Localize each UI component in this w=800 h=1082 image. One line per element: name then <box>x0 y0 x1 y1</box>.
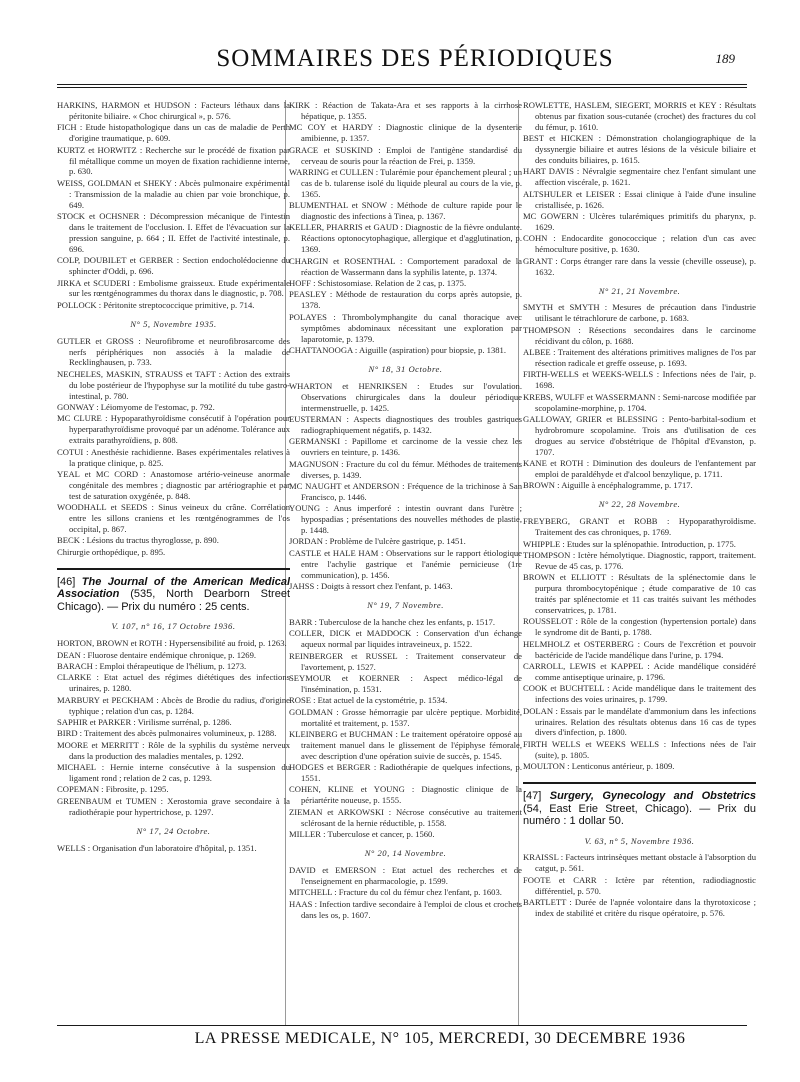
summary-entry: STOCK et OCHSNER : Décompression mécanique de l'intestin dans le traitement de l'occlusion. I. Effet de l'évacuation sur la pression sanguine, p. 664 ; II. Effet de l'activité intestinale, p. 696. <box>57 211 290 254</box>
journal-number: [47] <box>523 790 542 803</box>
summary-entry: MILLER : Tuberculose et cancer, p. 1560. <box>289 829 435 840</box>
entry-list <box>289 381 522 592</box>
summary-entry: COLP, DOUBILET et GERBER : Section endocholédocienne du sphincter d'Oddi, p. 696. <box>57 255 290 277</box>
entry-list <box>523 302 756 491</box>
summary-entry: BLUMENTHAL et SNOW : Méthode de culture rapide pour le diagnostic des infections à Tinea, p. 1367. <box>289 200 522 222</box>
summary-entry: BARTLETT : Durée de l'apnée volontaire dans la thyrotoxicose ; index de stabilité et critère du risque opératoire, p. 576. <box>523 897 756 918</box>
summary-entry: BARACH : Emploi thérapeutique de l'hélium, p. 1273. <box>57 660 247 671</box>
summary-entry: FOOTE et CARR : Ictère par rétention, radiodiagnostic différentiel, p. 570. <box>523 874 756 896</box>
summary-entry: ROSE : Etat actuel de la cystométrie, p. 1534. <box>289 695 448 706</box>
summary-entry: MOORE et MERRITT : Rôle de la syphilis du système nerveux dans la production des maladies mentales, p. 1292. <box>57 739 290 761</box>
journal-heading <box>57 568 290 614</box>
issue-date: N° 21, 21 Novembre. <box>598 285 681 296</box>
summary-entry: SMYTH et SMYTH : Mesures de précaution dans l'industrie utilisant le tétrachlorure de carbone, p. 1683. <box>523 302 756 324</box>
entry-list <box>57 638 290 818</box>
footer-line: LA PRESSE MEDICALE, N° 105, MERCREDI, 30 DECEMBRE 1936 <box>194 1030 686 1047</box>
summary-entry: Chirurgie orthopédique, p. 895. <box>57 546 166 557</box>
summary-entry: CHARGIN et ROSENTHAL : Comportement paradoxal de la réaction de Wassermann dans la syphilis latente, p. 1374. <box>289 255 522 277</box>
summary-entry: HAAS : Infection tardive secondaire à l'emploi de clous et crochets dans les os, p. 1607. <box>289 898 522 920</box>
summary-entry: SAPHIR et PARKER : Virilisme surrénal, p. 1286. <box>57 717 232 727</box>
column-1 <box>57 100 290 1025</box>
summary-entry: CASTLE et HALE HAM : Observations sur le rapport étiologique entre l'achylie gastrique et l'anémie pernicieuse (1re communication), p. 1456. <box>289 547 522 580</box>
summary-entry: KANE et ROTH : Diminution des douleurs de l'enfantement par emploi de paraldéhyde et d'alcool benzylique, p. 1711. <box>523 458 756 479</box>
summary-entry: KELLER, PHARRIS et GAUD : Diagnostic de la fièvre ondulante. Réactions optonocytophagique, allergique et d'agglutination, p. 1369. <box>289 222 522 255</box>
issue-date: N° 22, 28 Novembre. <box>598 499 681 510</box>
summary-entry: MAGNUSON : Fracture du col du fémur. Méthodes de traitements diverses, p. 1439. <box>289 458 522 480</box>
entry-list <box>523 852 756 918</box>
entry-list <box>57 336 290 558</box>
entry-list <box>289 865 522 921</box>
summary-entry: NECHELES, MASKIN, STRAUSS et TAFT : Action des extraits du lobe postérieur de l'hypophyse sur la motilité du tube gastro-intestinal, p. 780. <box>57 368 290 401</box>
summary-entry: BARR : Tuberculose de la hanche chez les enfants, p. 1517. <box>289 616 495 627</box>
summary-entry: GALLOWAY, GRIER et BLESSING : Pento-barbital-sodium et hydrobromure scopolamine. Trois ans d'utilisation de ces drogues au service d'obstétrique de l'hôpital d'Evanston, p. 1707. <box>523 413 756 457</box>
summary-entry: GRACE et SUSKIND : Emploi de l'antigène standardisé du cerveau de souris pour la réaction de Frei, p. 1359. <box>289 144 522 166</box>
issue-date: N° 19, 7 Novembre. <box>367 599 444 610</box>
summary-entry: MC GOWERN : Ulcères tularémiques primitifs du pharynx, p. 1629. <box>523 211 756 232</box>
summary-entry: COTUI : Anesthésie rachidienne. Bases expérimentales relatives à la pratique clinique, p. 825. <box>57 446 290 468</box>
summary-entry: BEST et HICKEN : Démonstration cholangiographique de la dyssynergie biliaire et autres lésions de la vésicule biliaire et des conduits biliaires, p. 1615. <box>523 133 756 166</box>
summary-entry: HELMHOLZ et OSTERBERG : Cours de l'excrétion et pouvoir bactéricide de l'acide mandélique dans l'urine, p. 1794. <box>523 638 756 660</box>
summary-entry: ROWLETTE, HASLEM, SIEGERT, MORRIS et KEY : Résultats obtenus par fixation sous-cutanée (crochet) des fractures du col du fémur, p. 1610. <box>523 100 756 132</box>
issue-date: N° 20, 14 Novembre. <box>364 848 447 858</box>
summary-entry: WOODHALL et SEEDS : Sinus veineux du crâne. Corrélation entre les sillons craniens et les rœntgénogrammes de l'os occipital, p. 867. <box>57 502 290 535</box>
summary-entry: BROWN : Aiguille à encéphalogramme, p. 1717. <box>523 480 693 491</box>
summary-entry: THOMPSON : Résections secondaires dans le carcinome récidivant du côlon, p. 1688. <box>523 324 756 346</box>
summary-entry: GREENBAUM et TUMEN : Xerostomia grave secondaire à la radiothérapie pour hypertrichose, p. 1297. <box>57 795 290 817</box>
summary-entry: PEASLEY : Méthode de restauration du corps après autopsie, p. 1378. <box>289 289 522 311</box>
journal-name: Surgery, Gynecology and Obstetrics <box>549 790 756 803</box>
summary-entry: BIRD : Traitement des abcès pulmonaires volumineux, p. 1288. <box>57 728 277 739</box>
summary-entry: SEYMOUR et KOERNER : Aspect médico-légal de l'insémination, p. 1531. <box>289 672 522 694</box>
summary-entry: KLEINBERG et BUCHMAN : Le traitement opératoire opposé au traitement manuel dans le glissement de l'épiphyse fémorale, avec description d'une opération suivie de succès, p. 1545. <box>289 728 522 761</box>
summary-entry: FICH : Etude histopathologique dans un cas de maladie de Perth d'origine traumatique, p. 609. <box>57 122 290 144</box>
header-rule <box>57 84 747 85</box>
summary-entry: FREYBERG, GRANT et ROBB : Hypoparathyroïdisme. Traitement des cas chroniques, p. 1769. <box>523 516 756 538</box>
issue-date: N° 18, 31 Octobre. <box>368 363 443 374</box>
summary-entry: GERMANSKI : Papillome et carcinome de la vessie chez les ouvriers en teinture, p. 1436. <box>289 436 522 458</box>
summary-entry: POLLOCK : Péritonite streptococcique primitive, p. 714. <box>57 299 255 310</box>
summary-entry: JIRKA et SCUDERI : Embolisme graisseux. Etude expérimentale sur les rœntgénogrammes du thorax dans le diagnostic, p. 708. <box>57 277 290 299</box>
summary-entry: FIRTH WELLS et WEEKS WELLS : Infections nées de l'air (suite), p. 1805. <box>523 738 756 760</box>
summary-entry: GUTLER et GROSS : Neurofibrome et neurofibrosarcome des nerfs périphériques non associés à la maladie de Recklinghausen, p. 733. <box>57 335 290 368</box>
summary-entry: MC COY et HARDY : Diagnostic clinique de la dysenterie amibienne, p. 1357. <box>289 122 522 144</box>
summary-entry: MC NAUGHT et ANDERSON : Fréquence de la trichinose à San Francisco, p. 1446. <box>289 480 522 502</box>
summary-entry: KREBS, WULFF et WASSERMANN : Semi-narcose modifiée par scopolamine-morphine, p. 1704. <box>523 391 756 413</box>
journal-name: The Journal of the American Medical Association <box>57 575 290 601</box>
summary-entry: MARBURY et PECKHAM : Abcès de Brodie du radius, d'origine typhique ; relation d'un cas, p. 1284. <box>57 694 290 716</box>
summary-entry: MICHAEL : Hernie interne consécutive à la suspension du ligament rond ; relation de 2 cas, p. 1293. <box>57 762 290 784</box>
journal-title <box>57 576 290 614</box>
summary-entry: DAVID et EMERSON : Etat actuel des recherches et de l'enseignement en pharmacologie, p. 1599. <box>289 864 522 886</box>
issue-date: V. 63, n° 5, Novembre 1936. <box>584 835 695 846</box>
summary-entry: EUSTERMAN : Aspects diagnostiques des troubles gastriques radiographiquement négatifs, p. 1432. <box>289 413 522 435</box>
summary-entry: MITCHELL : Fracture du col du fémur chez l'enfant, p. 1603. <box>289 887 502 898</box>
summary-entry: HARKINS, HARMON et HUDSON : Facteurs léthaux dans la péritonite biliaire. « Choc chirurgical », p. 576. <box>57 100 290 121</box>
journal-heading <box>523 782 756 828</box>
summary-entry: ALTSHULER et LEISER : Essai clinique à l'aide d'une insuline cristallisée, p. 1626. <box>523 188 756 210</box>
entry-list <box>523 516 756 772</box>
summary-entry: COHEN, KLINE et YOUNG : Diagnostic clinique de la périartérite noueuse, p. 1555. <box>289 784 522 806</box>
summary-entry: REINBERGER et RUSSEL : Traitement conservateur de l'avortement, p. 1527. <box>289 650 522 672</box>
summary-entry: BECK : Lésions du tractus thyroglosse, p. 890. <box>57 535 219 546</box>
summary-entry: YEAL et MC CORD : Anastomose artério-veineuse anormale congénitale des membres ; diagnostic par artériographie et par test de saturation oxygénée, p. 848. <box>57 469 290 501</box>
column-2 <box>289 100 522 1025</box>
summary-entry: HORTON, BROWN et ROTH : Hypersensibilité au froid, p. 1263. <box>57 638 287 649</box>
summary-entry: COPEMAN : Fibrosite, p. 1295. <box>57 784 169 795</box>
summary-entry: BROWN et ELLIOTT : Résultats de la splénectomie dans le purpura thrombocytopénique ; étude comparative de 10 cas traités par splénectomie et 11 cas traités suivant les méthodes conservatrices, p. 1781. <box>523 572 756 615</box>
issue-date: V. 107, n° 16, 17 Octobre 1936. <box>111 621 236 632</box>
page-title: SOMMAIRES DES PÉRIODIQUES <box>216 45 614 72</box>
summary-entry: WHARTON et HENRIKSEN : Etudes sur l'ovulation. Observations chirurgicales dans la douleur périodique intermenstruelle, p. 1425. <box>289 380 522 413</box>
summary-entry: COOK et BUCHTELL : Acide mandélique dans le traitement des infections des voies urinaires, p. 1799. <box>523 683 756 705</box>
summary-entry: GOLDMAN : Grosse hémorragie par ulcère peptique. Morbidité, mortalité et traitement, p. 1537. <box>289 706 522 728</box>
page-header <box>95 43 735 83</box>
footer-rule <box>57 1025 747 1026</box>
summary-entry: WARRING et CULLEN : Tularémie pour épanchement pleural ; un cas de b. tularense isolé du liquide pleural au cours de la vie, p. 1365. <box>289 166 522 199</box>
summary-entry: HODGES et BERGER : Radiothérapie de quelques infections, p. 1551. <box>289 762 522 784</box>
summary-entry: HART DAVIS : Névralgie segmentaire chez l'enfant simulant une affection viscérale, p. 1621. <box>523 166 756 188</box>
summary-entry: FIRTH-WELLS et WEEKS-WELLS : Infections nées de l'air, p. 1698. <box>523 369 756 391</box>
column-3 <box>523 100 756 1025</box>
summary-entry: MOULTON : Lenticonus antérieur, p. 1809. <box>523 761 675 772</box>
summary-entry: MC CLURE : Hypoparathyroïdisme consécutif à l'opération pour hyperparathyroïdisme provoqué par un adénome. Tolérance aux extraits parathyroïdiens, p. 808. <box>57 413 290 446</box>
summary-entry: KIRK : Réaction de Takata-Ara et ses rapports à la cirrhose hépatique, p. 1355. <box>289 100 522 121</box>
summary-entry: GONWAY : Léiomyome de l'estomac, p. 792. <box>57 402 215 413</box>
summary-entry: WHIPPLE : Etudes sur la splénopathie. Introduction, p. 1775. <box>523 538 736 549</box>
summary-entry: CLARKE : Etat actuel des régimes diététiques des infections urinaires, p. 1280. <box>57 672 290 694</box>
summary-entry: JORDAN : Problème de l'ulcère gastrique, p. 1451. <box>289 536 466 547</box>
summary-entry: THOMPSON : Ictère hémolytique. Diagnostic, rapport, traitement. Revue de 45 cas, p. 1776. <box>523 549 756 571</box>
summary-entry: CARROLL, LEWIS et KAPPEL : Acide mandélique considéré comme antiseptique urinaire, p. 1796. <box>523 661 756 682</box>
entry-list <box>523 100 756 278</box>
summary-entry: POLAYES : Thrombolymphangite du canal thoracique avec symptômes abdominaux nécessitant une exploration par laparotomie, p. 1379. <box>289 311 522 344</box>
summary-entry: COHN : Endocardite gonococcique ; relation d'un cas avec hémoculture positive, p. 1630. <box>523 233 756 255</box>
summary-entry: GRANT : Corps étranger rare dans la vessie (cheville osseuse), p. 1632. <box>523 255 756 277</box>
summary-entry: KURTZ et HORWITZ : Recherche sur le procédé de fixation par fil métallique comme un moyen de fixation rachidienne interne, p. 630. <box>57 144 290 177</box>
summary-entry: COLLER, DICK et MADDOCK : Conservation d'un échange aqueux normal par liquides intraveineux, p. 1522. <box>289 628 522 650</box>
summary-entry: YOUNG : Anus imperforé : intestin ouvrant dans l'urètre ; hypospadias ; présentations des nouvelles méthodes de plastie, p. 1448. <box>289 503 522 536</box>
issue-date: N° 5, Novembre 1935. <box>130 318 217 329</box>
summary-entry: WEISS, GOLDMAN et SHEKY : Abcès pulmonaire expérimental : Transmission de la maladie au chien par voie bronchique, p. 649. <box>57 177 290 210</box>
entry-list <box>57 843 290 854</box>
header-rule-secondary <box>57 87 747 88</box>
summary-entry: WELLS : Organisation d'un laboratoire d'hôpital, p. 1351. <box>57 842 257 853</box>
summary-entry: ALBEE : Traitement des altérations primitives malignes de l'os par résection radicale et greffe osseuse, p. 1693. <box>523 347 756 368</box>
entry-list <box>289 617 522 840</box>
journal-number: [46] <box>57 575 76 588</box>
summary-entry: DOLAN : Essais par le mandélate d'ammonium dans les infections urinaires. Relation des résultats obtenus dans 16 cas de types divers d'infection, p. 1800. <box>523 705 756 738</box>
summary-entry: CHATTANOOGA : Aiguille (aspiration) pour biopsie, p. 1381. <box>289 344 506 355</box>
journal-details: (54, East Erie Street, Chicago). — Prix du numéro : 1 dollar 50. <box>523 802 756 828</box>
summary-entry: ZIEMAN et ARKOWSKI : Nécrose consécutive au traitement sclérosant de la hernie réductible, p. 1558. <box>289 806 522 828</box>
summary-entry: ROUSSELOT : Rôle de la congestion (hypertension portale) dans le syndrome dit de Banti, p. 1788. <box>523 616 756 638</box>
journal-title <box>523 790 756 828</box>
summary-entry: DEAN : Fluorose dentaire endémique chronique, p. 1269. <box>57 649 257 660</box>
summary-entry: JAHSS : Doigts à ressort chez l'enfant, p. 1463. <box>289 581 453 592</box>
summary-entry: KRAISSL : Facteurs intrinsèques mettant obstacle à l'absorption du catgut, p. 561. <box>523 852 756 874</box>
summary-entry: HOFF : Schistosomiase. Relation de 2 cas, p. 1375. <box>289 278 467 288</box>
entry-list <box>57 100 290 311</box>
issue-date: N° 17, 24 Octobre. <box>136 825 211 836</box>
journal-details: (535, North Dearborn Street Chicago). — Prix du numéro : 25 cents. <box>57 588 290 613</box>
page-number: 189 <box>715 51 735 66</box>
entry-list <box>289 100 522 356</box>
